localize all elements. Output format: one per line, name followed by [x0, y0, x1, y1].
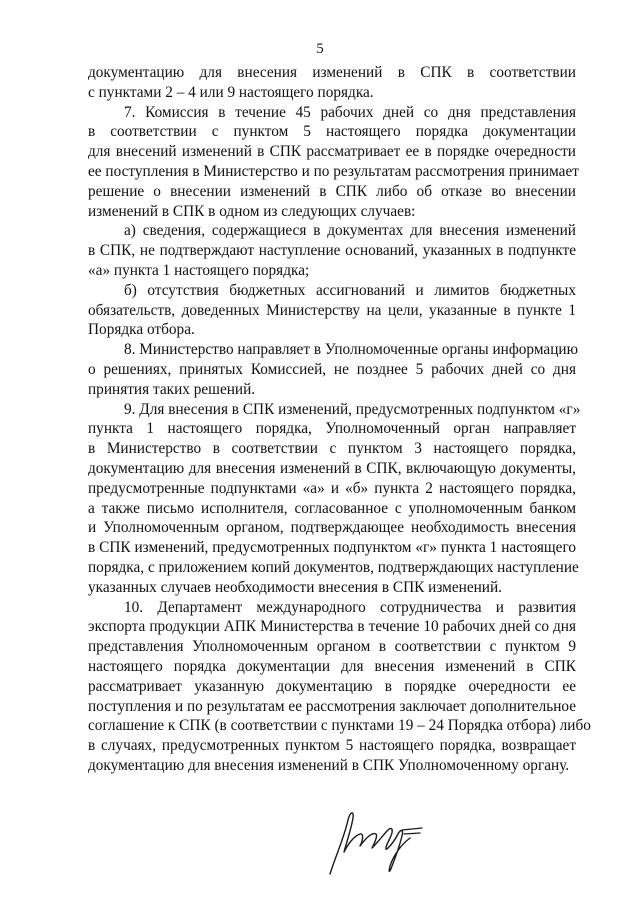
text-line: в случаях, предусмотренных пунктом 5 настоящего порядка, возвращает: [88, 737, 576, 755]
text-line: и Уполномоченным органом, подтверждающее необходимость внесения: [88, 519, 576, 537]
text-line: б) отсутствия бюджетных ассигнований и лимитов бюджетных: [124, 281, 576, 299]
text-line: о решениях, принятых Комиссией, не позднее 5 рабочих дней со дня: [88, 360, 576, 378]
text-line: пункта 1 настоящего порядка, Уполномоченный орган направляет: [88, 420, 576, 438]
text-line: 8. Министерство направляет в Уполномоченные органы информацию: [124, 341, 579, 359]
text-line: предусмотренные подпунктами «а» и «б» пункта 2 настоящего порядка,: [88, 479, 576, 497]
text-line: а также письмо исполнителя, согласованное с уполномоченным банком: [88, 499, 576, 517]
text-line: изменений в СПК в одном из следующих случаев:: [88, 202, 416, 220]
text-line: рассматривает указанную документацию в порядке очередности ее: [88, 677, 576, 695]
text-line: в Министерство в соответствии с пунктом 3 настоящего порядка,: [88, 440, 576, 458]
text-line: принятия таких решений.: [88, 380, 256, 398]
text-line: Порядка отбора.: [88, 321, 195, 339]
text-line: в СПК изменений, предусмотренных подпунктом «г» пункта 1 настоящего: [88, 539, 576, 557]
page-number: 5: [316, 41, 324, 57]
text-line: 10. Департамент международного сотрудничества и развития: [124, 598, 576, 616]
text-line: документацию для внесения изменений в СПК, включающую документы,: [88, 459, 576, 477]
text-line: 7. Комиссия в течение 45 рабочих дней со дня представления: [124, 103, 576, 121]
text-line: соглашение к СПК (в соответствии с пунктами 19 – 24 Порядка отбора) либо: [88, 717, 591, 735]
text-line: порядка, с приложением копий документов, подтверждающих наступление: [88, 558, 579, 576]
text-line: указанных случаев необходимости внесения в СПК изменений.: [88, 578, 502, 596]
handwritten-signature: [318, 800, 428, 880]
text-line: обязательств, доведенных Министерству на цели, указанные в пункте 1: [88, 301, 576, 319]
text-line: документацию для внесения изменений в СПК в соответствии: [88, 64, 576, 81]
text-line: а) сведения, содержащиеся в документах для внесения изменений: [124, 222, 576, 240]
text-line: представления Уполномоченным органом в соответствии с пунктом 9: [88, 638, 576, 656]
text-line: 9. Для внесения в СПК изменений, предусмотренных подпунктом «г»: [124, 400, 581, 418]
text-line: поступления и по результатам ее рассмотрения заключает дополнительное: [88, 697, 577, 715]
text-line: ее поступления в Министерство и по результатам рассмотрения принимает: [88, 162, 579, 180]
body-text: [88, 63, 591, 776]
text-line: «а» пункта 1 настоящего порядка;: [88, 261, 310, 279]
text-line: в СПК, не подтверждают наступление оснований, указанных в подпункте: [88, 242, 576, 260]
text-line: экспорта продукции АПК Министерства в течение 10 рабочих дней со дня: [88, 618, 576, 636]
text-line: для внесений изменений в СПК рассматривает ее в порядке очередности: [88, 143, 576, 161]
text-line: документацию для внесения изменений в СПК Уполномоченному органу.: [88, 756, 570, 774]
text-line: в соответствии с пунктом 5 настоящего порядка документации: [88, 123, 576, 141]
text-line: решение о внесении изменений в СПК либо об отказе во внесении: [88, 182, 576, 200]
text-line: с пунктами 2 – 4 или 9 настоящего порядка.: [88, 83, 374, 101]
text-line: настоящего порядка документации для внесения изменений в СПК: [88, 657, 576, 675]
